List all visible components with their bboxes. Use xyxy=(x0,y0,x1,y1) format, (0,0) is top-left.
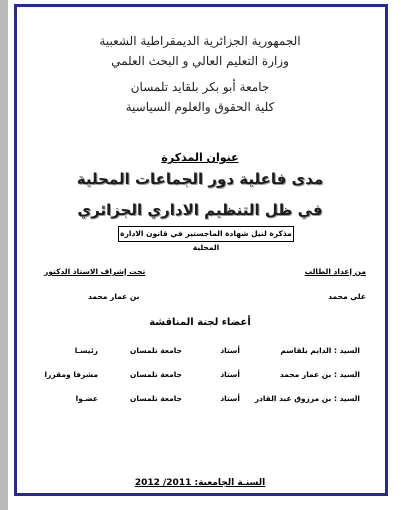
committee-member-row xyxy=(40,346,360,358)
academic-year: السنـة الجامعية: 2011/ 2012 xyxy=(134,478,266,488)
member-university: جامعة تلمسان xyxy=(129,370,182,379)
thesis-title-line-2: في ظل التنظيم الاداري الجزائري xyxy=(77,201,323,219)
member-name: السيد : بن مرزوق عبد القادر xyxy=(254,394,360,403)
student-label: من إعداد الطالب xyxy=(304,267,366,276)
committee-member-row xyxy=(40,394,360,406)
member-rank: أستاذ xyxy=(220,394,240,403)
member-role: عضـوا xyxy=(75,394,98,403)
student-name: علي محمد xyxy=(328,292,366,301)
republic-heading: الجمهورية الجزائرية الديمقراطية الشعبية xyxy=(99,34,301,48)
thesis-title-line-1: مدى فاعلية دور الجماعات المحلية xyxy=(76,170,324,188)
member-name: السيد : بن عمار محمد xyxy=(279,370,360,379)
member-role: رئيسـا xyxy=(74,346,98,355)
committee-member-row xyxy=(40,370,360,382)
member-university: جامعة تلمسان xyxy=(129,394,182,403)
ministry-heading: وزارة التعليم العالي و البحث العلمي xyxy=(111,54,289,68)
member-name: السيد : الدايم بلقاسم xyxy=(280,346,360,355)
member-university: جامعة تلمسان xyxy=(129,346,182,355)
member-rank: أستاذ xyxy=(220,346,240,355)
supervisor-name: بن عمار محمد xyxy=(88,292,140,301)
member-rank: أستاذ xyxy=(220,370,240,379)
member-role: مشرفا ومقررا xyxy=(44,370,98,379)
page-edge xyxy=(0,0,8,510)
faculty-heading: كلية الحقوق والعلوم السياسية xyxy=(125,100,275,114)
university-heading: جامعة أبو بكر بلقايد تلمسان xyxy=(130,80,270,94)
supervisor-label: تحت إشراف الاستاذ الدكتور xyxy=(44,267,146,276)
thesis-title-label: عنوان المذكرة xyxy=(161,151,239,164)
committee-title: أعضاء لجنة المناقشة xyxy=(149,317,251,328)
thesis-purpose-box: مذكرة لنيل شهادة الماجستير في قانون الادارة المحلية xyxy=(118,226,294,242)
